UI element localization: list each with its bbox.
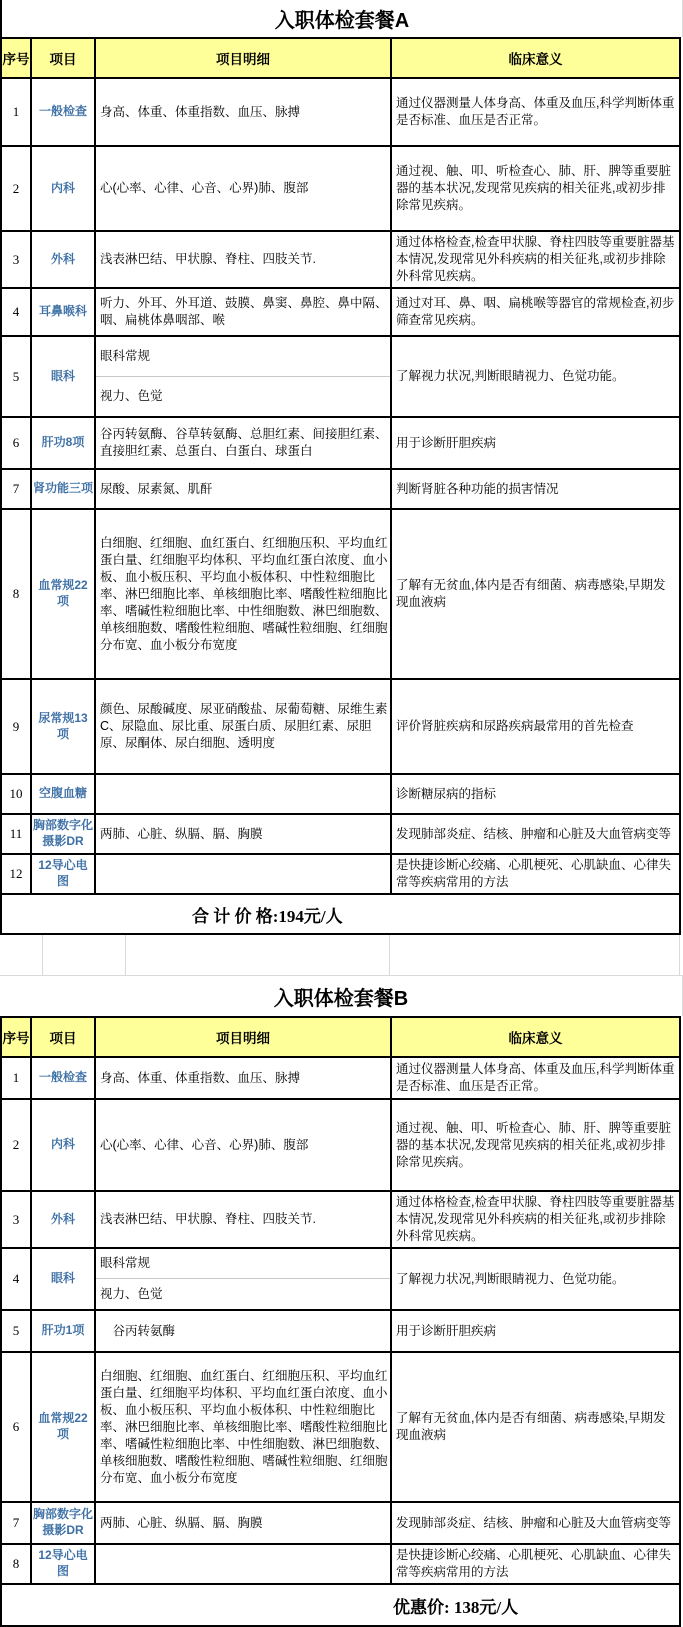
column-header: 序号 xyxy=(1,1017,31,1057)
table-row xyxy=(1,774,680,814)
row-number-cell: 6 xyxy=(1,417,31,469)
clinical-significance-cell: 用于诊断肝胆疾病 xyxy=(391,417,680,469)
table-row xyxy=(1,1352,680,1502)
exam-detail-cell: 浅表淋巴结、甲状腺、脊柱、四肢关节. xyxy=(95,231,391,288)
row-number-cell: 5 xyxy=(1,1310,31,1352)
clinical-significance-cell: 是快捷诊断心绞痛、心肌梗死、心肌缺血、心律失常等疾病常用的方法 xyxy=(391,1544,680,1584)
table-row xyxy=(1,1502,680,1544)
empty-sheet-row xyxy=(0,935,683,976)
exam-detail-cell: 心(心率、心律、心音、心界)肺、腹部 xyxy=(95,146,391,231)
exam-detail-subcell: 视力、色觉 xyxy=(100,389,163,403)
clinical-significance-cell: 通过视、触、叩、听检查心、肺、肝、脾等重要脏器的基本状况,发现常见疾病的相关征兆,或初步排除常见疾病。 xyxy=(391,146,680,231)
exam-detail-subcell: 眼科常规 xyxy=(96,337,390,377)
table-row xyxy=(1,78,680,146)
clinical-significance-cell: 是快捷诊断心绞痛、心肌梗死、心肌缺血、心律失常等疾病常用的方法 xyxy=(391,854,680,894)
exam-item-cell: 血常规22项 xyxy=(31,1352,95,1502)
package-b-table xyxy=(0,1016,681,1627)
exam-detail-cell: 浅表淋巴结、甲状腺、脊柱、四肢关节. xyxy=(95,1191,391,1248)
exam-detail-cell xyxy=(95,1544,391,1584)
column-header: 临床意义 xyxy=(391,38,680,78)
exam-detail-cell: 谷丙转氨酶 xyxy=(95,1310,391,1352)
clinical-significance-cell: 通过视、触、叩、听检查心、肺、肝、脾等重要脏器的基本状况,发现常见疾病的相关征兆,或初步排除常见疾病。 xyxy=(391,1099,680,1191)
clinical-significance-cell: 通过体格检查,检查甲状腺、脊柱四肢等重要脏器基本情况,发现常见外科疾病的相关征兆,或初步排除外科常见疾病。 xyxy=(391,231,680,288)
exam-detail-cell: 两肺、心脏、纵膈、膈、胸膜 xyxy=(95,1502,391,1544)
row-number-cell: 12 xyxy=(1,854,31,894)
exam-item-cell: 内科 xyxy=(31,1099,95,1191)
clinical-significance-cell: 了解视力状况,判断眼睛视力、色觉功能。 xyxy=(391,1248,680,1310)
clinical-significance-cell: 发现肺部炎症、结核、肿瘤和心脏及大血管病变等 xyxy=(391,1502,680,1544)
column-header: 项目 xyxy=(31,1017,95,1057)
table-row xyxy=(1,1191,680,1248)
clinical-significance-cell: 诊断糖尿病的指标 xyxy=(391,774,680,814)
clinical-significance-cell: 评价肾脏疾病和尿路疾病最常用的首先检查 xyxy=(391,679,680,774)
row-number-cell: 3 xyxy=(1,231,31,288)
exam-item-cell: 胸部数字化摄影DR xyxy=(31,814,95,854)
exam-detail-cell: 身高、体重、体重指数、血压、脉搏 xyxy=(95,1057,391,1099)
exam-detail-cell: 两肺、心脏、纵膈、膈、胸膜 xyxy=(95,814,391,854)
exam-item-cell: 尿常规13项 xyxy=(31,679,95,774)
column-header: 项目 xyxy=(31,38,95,78)
row-number-cell: 4 xyxy=(1,1248,31,1310)
exam-item-cell: 外科 xyxy=(31,1191,95,1248)
table-row xyxy=(1,1099,680,1191)
price-row xyxy=(1,1584,680,1626)
price-cell xyxy=(1,1584,680,1626)
table-row xyxy=(1,1544,680,1584)
table-row xyxy=(1,417,680,469)
clinical-significance-cell: 了解有无贫血,体内是否有细菌、病毒感染,早期发现血液病 xyxy=(391,1352,680,1502)
clinical-significance-cell: 通过体格检查,检查甲状腺、脊柱四肢等重要脏器基本情况,发现常见外科疾病的相关征兆,或初步排除外科常见疾病。 xyxy=(391,1191,680,1248)
exam-detail-cell xyxy=(95,1248,391,1310)
sheet-gridline xyxy=(125,935,126,975)
sheet-gridline xyxy=(389,935,390,975)
clinical-significance-cell: 了解有无贫血,体内是否有细菌、病毒感染,早期发现血液病 xyxy=(391,509,680,679)
row-number-cell: 6 xyxy=(1,1352,31,1502)
clinical-significance-cell: 通过仪器测量人体身高、体重及血压,科学判断体重是否标准、血压是否正常。 xyxy=(391,1057,680,1099)
exam-item-cell: 空腹血糖 xyxy=(31,774,95,814)
clinical-significance-cell: 通过仪器测量人体身高、体重及血压,科学判断体重是否标准、血压是否正常。 xyxy=(391,78,680,146)
exam-item-cell: 眼科 xyxy=(31,336,95,417)
exam-item-cell: 血常规22项 xyxy=(31,509,95,679)
table-row xyxy=(1,1248,680,1310)
clinical-significance-cell: 判断肾脏各种功能的损害情况 xyxy=(391,469,680,509)
exam-detail-cell: 心(心率、心律、心音、心界)肺、腹部 xyxy=(95,1099,391,1191)
exam-detail-cell: 颜色、尿酸碱度、尿亚硝酸盐、尿葡萄糖、尿维生素C、尿隐血、尿比重、尿蛋白质、尿胆红素、尿胆原、尿酮体、尿白细胞、透明度 xyxy=(95,679,391,774)
table-row xyxy=(1,679,680,774)
exam-item-cell: 内科 xyxy=(31,146,95,231)
clinical-significance-cell: 通过对耳、鼻、咽、扁桃喉等器官的常规检查,初步筛查常见疾病。 xyxy=(391,288,680,336)
row-number-cell: 2 xyxy=(1,146,31,231)
sheet-gridline xyxy=(679,935,680,975)
package-b-title: 入职体检套餐B xyxy=(0,976,683,1016)
package-a-title: 入职体检套餐A xyxy=(0,0,683,37)
exam-item-cell: 外科 xyxy=(31,231,95,288)
row-number-cell: 3 xyxy=(1,1191,31,1248)
exam-item-cell: 眼科 xyxy=(31,1248,95,1310)
row-number-cell: 1 xyxy=(1,1057,31,1099)
row-number-cell: 8 xyxy=(1,1544,31,1584)
exam-item-cell: 胸部数字化摄影DR xyxy=(31,1502,95,1544)
row-number-cell: 5 xyxy=(1,336,31,417)
row-number-cell: 10 xyxy=(1,774,31,814)
exam-detail-subcell: 视力、色觉 xyxy=(100,1286,163,1301)
exam-item-cell: 12导心电图 xyxy=(31,1544,95,1584)
exam-item-cell: 肝功1项 xyxy=(31,1310,95,1352)
table-row xyxy=(1,469,680,509)
exam-item-cell: 耳鼻喉科 xyxy=(31,288,95,336)
table-row xyxy=(1,288,680,336)
price-label: 优惠价: 138元/人 xyxy=(393,1597,519,1617)
row-number-cell: 1 xyxy=(1,78,31,146)
table-row xyxy=(1,1310,680,1352)
column-header: 项目明细 xyxy=(95,1017,391,1057)
exam-item-cell: 肾功能三项 xyxy=(31,469,95,509)
table-row xyxy=(1,854,680,894)
exam-detail-cell: 白细胞、红细胞、血红蛋白、红细胞压积、平均血红蛋白量、红细胞平均体积、平均血红蛋白浓度、血小板、血小板压积、平均血小板体积、中性粒细胞比率、淋巴细胞比率、单核细胞比率、嗜酸性粒细胞比率、嗜碱性粒细胞比率、中性细胞数、淋巴细胞数、单核细胞数、嗜酸性粒细胞、嗜碱性粒细胞、红细胞分布宽、血小板分布宽度 xyxy=(95,509,391,679)
exam-detail-cell xyxy=(95,854,391,894)
table-row xyxy=(1,231,680,288)
exam-detail-subcell: 眼科常规 xyxy=(96,1249,390,1279)
exam-item-cell: 12导心电图 xyxy=(31,854,95,894)
column-header: 临床意义 xyxy=(391,1017,680,1057)
row-number-cell: 9 xyxy=(1,679,31,774)
table-row xyxy=(1,509,680,679)
table-row xyxy=(1,1057,680,1099)
exam-detail-cell: 尿酸、尿素氮、肌酐 xyxy=(95,469,391,509)
exam-detail-cell xyxy=(95,336,391,417)
package-a-table xyxy=(0,37,681,935)
exam-item-cell: 肝功8项 xyxy=(31,417,95,469)
exam-detail-cell: 谷丙转氨酶、谷草转氨酶、总胆红素、间接胆红素、直接胆红素、总蛋白、白蛋白、球蛋白 xyxy=(95,417,391,469)
clinical-significance-cell: 发现肺部炎症、结核、肿瘤和心脏及大血管病变等 xyxy=(391,814,680,854)
sheet-gridline xyxy=(42,935,43,975)
row-number-cell: 2 xyxy=(1,1099,31,1191)
row-number-cell: 11 xyxy=(1,814,31,854)
table-row xyxy=(1,146,680,231)
exam-item-cell: 一般检查 xyxy=(31,1057,95,1099)
clinical-significance-cell: 用于诊断肝胆疾病 xyxy=(391,1310,680,1352)
clinical-significance-cell: 了解视力状况,判断眼睛视力、色觉功能。 xyxy=(391,336,680,417)
exam-detail-cell xyxy=(95,774,391,814)
table-row xyxy=(1,336,680,417)
column-header: 项目明细 xyxy=(95,38,391,78)
price-cell xyxy=(1,894,680,934)
table-row xyxy=(1,814,680,854)
row-number-cell: 7 xyxy=(1,1502,31,1544)
row-number-cell: 7 xyxy=(1,469,31,509)
price-row xyxy=(1,894,680,934)
row-number-cell: 8 xyxy=(1,509,31,679)
exam-detail-cell: 白细胞、红细胞、血红蛋白、红细胞压积、平均血红蛋白量、红细胞平均体积、平均血红蛋白浓度、血小板、血小板压积、平均血小板体积、中性粒细胞比率、淋巴细胞比率、单核细胞比率、嗜酸性粒细胞比率、嗜碱性粒细胞比率、中性细胞数、淋巴细胞数、单核细胞数、嗜酸性粒细胞、嗜碱性粒细胞、红细胞分布宽、血小板分布宽度 xyxy=(95,1352,391,1502)
exam-item-cell: 一般检查 xyxy=(31,78,95,146)
price-label: 合 计 价 格:194元/人 xyxy=(192,906,343,926)
package-b-section xyxy=(0,976,683,1627)
exam-detail-cell: 听力、外耳、外耳道、鼓膜、鼻窦、鼻腔、鼻中隔、咽、扁桃体鼻咽部、喉 xyxy=(95,288,391,336)
row-number-cell: 4 xyxy=(1,288,31,336)
column-header: 序号 xyxy=(1,38,31,78)
exam-detail-cell: 身高、体重、体重指数、血压、脉搏 xyxy=(95,78,391,146)
